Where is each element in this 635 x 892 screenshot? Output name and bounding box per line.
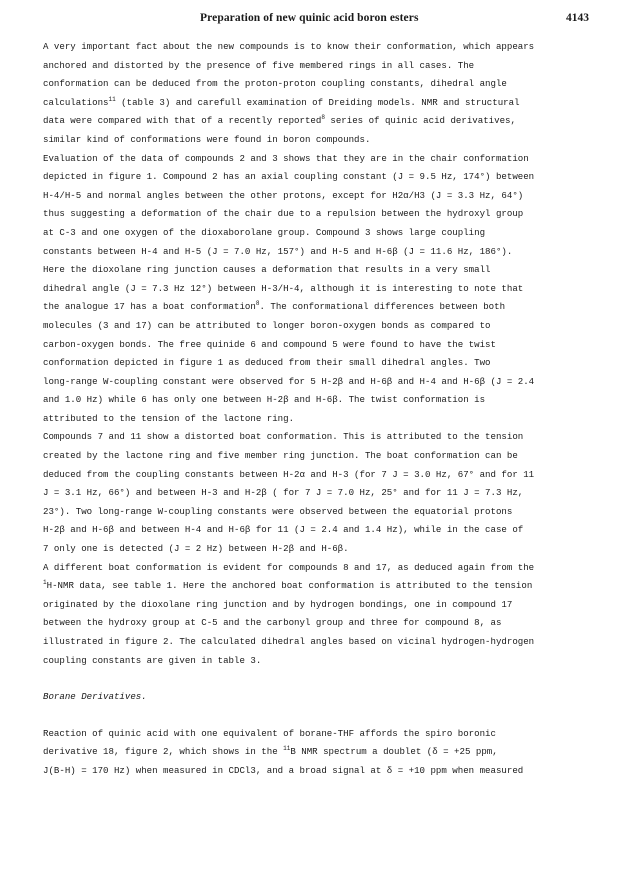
paragraph	[43, 38, 591, 150]
text-run: calculations	[43, 96, 109, 108]
text-run: (table 3) and carefull examination of Dreiding models. NMR and structural	[115, 96, 520, 108]
text-line	[43, 150, 591, 169]
text-run: H-NMR data, see table 1. Here the anchored boat conformation is attributed to the tension	[46, 580, 533, 592]
text-line	[43, 224, 591, 243]
text-run: J = 3.1 Hz, 66°) and between H-3 and H-2β ( for 7 J = 7.0 Hz, 25° and for 11 J = 7.3 Hz,	[43, 487, 524, 499]
text-line	[43, 540, 591, 559]
superscript: 8	[255, 300, 260, 308]
paragraph	[43, 428, 591, 558]
text-line	[43, 743, 591, 762]
running-title: Preparation of new quinic acid boron esters	[200, 12, 419, 24]
text-line	[43, 261, 591, 280]
text-run: H-2β and H-6β and between H-4 and H-6β for 11 (J = 2.4 and 1.4 Hz), while in the case of	[43, 524, 524, 536]
text-line	[43, 112, 591, 131]
text-line	[43, 577, 591, 596]
text-line	[43, 596, 591, 615]
text-run: deduced from the coupling constants between H-2α and H-3 (for 7 J = 3.0 Hz, 67° and for 11	[43, 468, 535, 480]
text-run: created by the lactone ring and five member ring junction. The boat conformation can be	[43, 450, 518, 462]
paragraph	[43, 725, 591, 781]
text-run: constants between H-4 and H-5 (J = 7.0 Hz, 157°) and H-5 and H-6β (J = 11.6 Hz, 186°).	[43, 245, 513, 257]
article-body	[43, 38, 591, 781]
text-line	[43, 354, 591, 373]
superscript: 1	[43, 579, 47, 587]
text-line	[43, 336, 591, 355]
text-run: . The conformational differences between both	[259, 301, 506, 313]
text-line	[43, 428, 591, 447]
text-run: 7 only one is detected (J = 2 Hz) between H-2β and H-6β.	[43, 543, 349, 555]
text-run: Evaluation of the data of compounds 2 and 3 shows that they are in the chair conformation	[43, 152, 529, 164]
text-line	[43, 75, 591, 94]
text-run: attributed to the tension of the lactone ring.	[43, 412, 295, 424]
text-run: illustrated in figure 2. The calculated dihedral angles based on vicinal hydrogen-hydrogen	[43, 636, 535, 647]
text-line	[43, 466, 591, 485]
text-line	[43, 168, 591, 187]
text-line	[43, 280, 591, 299]
text-line	[43, 205, 591, 224]
text-run: conformation depicted in figure 1 as deduced from their small dihedral angles. Two	[43, 357, 491, 369]
text-run: A very important fact about the new compounds is to know their conformation, which appears	[43, 41, 535, 52]
superscript: 8	[321, 114, 325, 122]
text-line	[43, 391, 591, 410]
paragraph	[43, 150, 591, 429]
superscript: 11	[283, 745, 291, 753]
text-line	[43, 57, 591, 76]
text-run: thus suggesting a deformation of the chair due to a repulsion between the hydroxyl group	[43, 208, 524, 220]
text-run: the analogue 17 has a boat conformation	[43, 301, 256, 313]
text-run: dihedral angle (J = 7.3 Hz 12°) between H-3/H-4, although it is interesting to note that	[43, 282, 524, 294]
text-line	[43, 652, 591, 671]
text-line	[43, 633, 591, 652]
paragraph	[43, 559, 591, 671]
page-header	[0, 12, 635, 32]
text-line	[43, 410, 591, 429]
text-line	[43, 614, 591, 633]
text-run: originated by the dioxolane ring junction and by hydrogen bondings, one in compound 17	[43, 598, 513, 610]
text-run: anchored and distorted by the presence of five membered rings in all cases. The	[43, 59, 475, 71]
text-run: A different boat conformation is evident for compounds 8 and 17, as deduced again from the	[43, 561, 535, 573]
text-line	[43, 317, 591, 336]
text-line	[43, 725, 591, 744]
text-line	[43, 187, 591, 206]
text-line	[43, 94, 591, 113]
text-line	[43, 298, 591, 317]
text-line	[43, 373, 591, 392]
superscript: 11	[108, 95, 116, 103]
text-run: J(B-H) = 170 Hz) when measured in CDCl3, and a broad signal at δ = +10 ppm when measured	[43, 764, 524, 776]
page-number: 4143	[566, 12, 589, 24]
text-run: at C-3 and one oxygen of the dioxaborolane group. Compound 3 shows large coupling	[43, 226, 486, 238]
text-run: derivative 18, figure 2, which shows in the	[43, 746, 284, 758]
text-line	[43, 243, 591, 262]
text-run: data were compared with that of a recently reported	[43, 115, 322, 127]
text-line	[43, 521, 591, 540]
text-run: coupling constants are given in table 3.	[43, 654, 262, 666]
text-run: 23°). Two long-range W-coupling constants were observed between the equatorial protons	[43, 505, 513, 517]
text-run: long-range W-coupling constant were observed for 5 H-2β and H-6β and H-4 and H-6β (J = 2.4	[43, 375, 535, 387]
text-run: similar kind of conformations were found in boron compounds.	[43, 133, 371, 145]
text-line	[43, 131, 591, 150]
text-line	[43, 447, 591, 466]
text-line	[43, 38, 591, 57]
text-run: B NMR spectrum a doublet (δ = +25 ppm,	[290, 746, 498, 758]
section-heading: Borane Derivatives.	[43, 691, 147, 703]
text-run: carbon-oxygen bonds. The free quinide 6 and compound 5 were found to have the twist	[43, 338, 496, 350]
text-line	[43, 762, 591, 781]
text-run: molecules (3 and 17) can be attributed to longer boron-oxygen bonds as compared to	[43, 319, 491, 331]
text-run: series of quinic acid derivatives,	[324, 115, 516, 127]
text-run: conformation can be deduced from the proton-proton coupling constants, dihedral angle	[43, 78, 507, 90]
text-run: Here the dioxolane ring junction causes a deformation that results in a very small	[43, 264, 491, 276]
text-run: Reaction of quinic acid with one equivalent of borane-THF affords the spiro boronic	[43, 727, 496, 739]
text-run: Compounds 7 and 11 show a distorted boat conformation. This is attributed to the tension	[43, 431, 524, 443]
text-run: H-4/H-5 and normal angles between the other protons, except for H2α/H3 (J = 3.3 Hz, 64°)	[43, 189, 524, 201]
text-line	[43, 484, 591, 503]
text-run: between the hydroxy group at C-5 and the carbonyl group and three for compound 8, as	[43, 617, 502, 629]
text-run: and 1.0 Hz) while 6 has only one between H-2β and H-6β. The twist conformation is	[43, 394, 486, 406]
text-line	[43, 559, 591, 578]
text-line	[43, 503, 591, 522]
text-run: depicted in figure 1. Compound 2 has an axial coupling constant (J = 9.5 Hz, 174°) between	[43, 171, 535, 183]
